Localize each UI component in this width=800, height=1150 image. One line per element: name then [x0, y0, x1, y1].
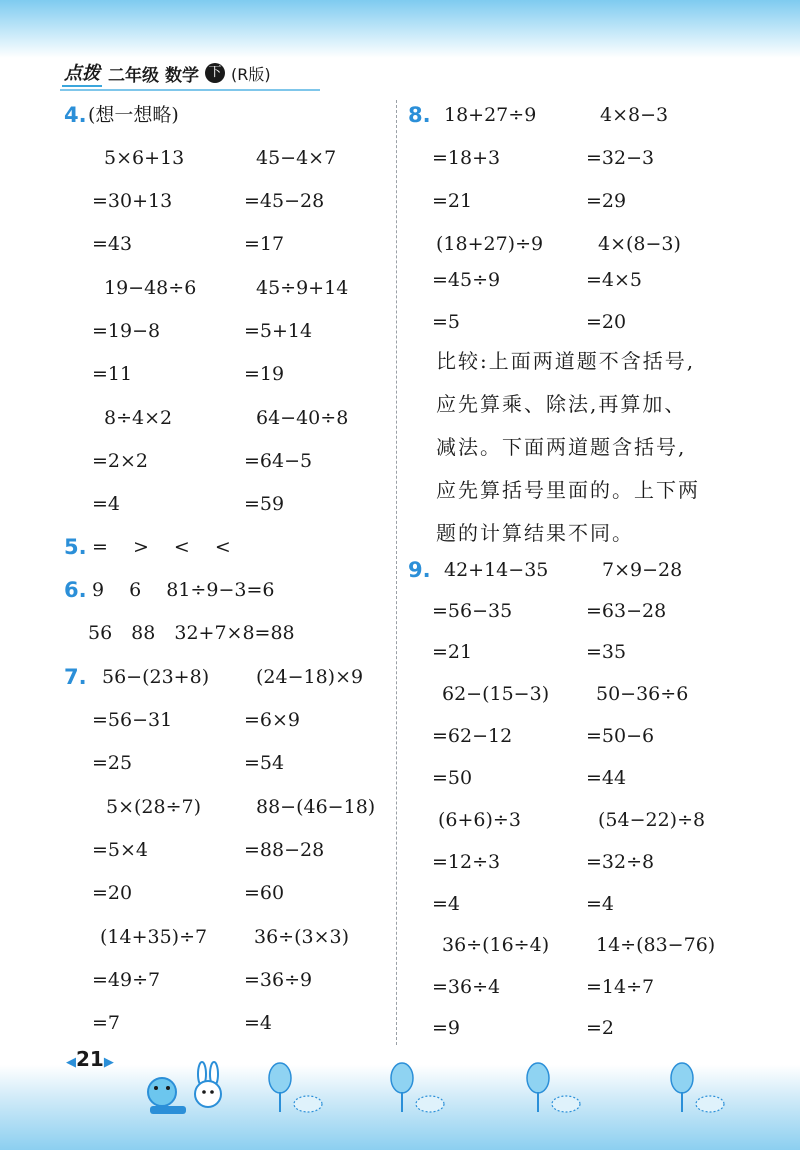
expr: 8÷4×2 [104, 407, 173, 429]
page-number-value: 21 [76, 1047, 104, 1071]
expr: 14÷(83−76) [596, 934, 716, 956]
expr: =49÷7 [92, 969, 161, 991]
expr: =54 [244, 752, 285, 774]
expr: 19−48÷6 [104, 277, 197, 299]
expr: 4×8−3 [600, 104, 669, 126]
question-number: 4. [64, 103, 87, 127]
expr: =6×9 [244, 709, 301, 731]
expr: =5 [432, 311, 461, 333]
tree-icon [262, 1060, 332, 1120]
expr: =4×5 [586, 269, 643, 291]
expr: (18+27)÷9 [436, 233, 544, 255]
expr: 62−(15−3) [442, 683, 550, 705]
tree-icon [520, 1060, 590, 1120]
expr: =45−28 [244, 190, 325, 212]
expr: =14÷7 [586, 976, 655, 998]
expr: =12÷3 [432, 851, 501, 873]
tree-icon [664, 1060, 734, 1120]
expr: =20 [586, 311, 627, 333]
expr: 5×6+13 [104, 147, 185, 169]
expr: =35 [586, 641, 627, 663]
expr: (14+35)÷7 [100, 926, 208, 948]
top-decor-band [0, 0, 800, 58]
expr: =4 [92, 493, 121, 515]
tree-icon [384, 1060, 454, 1120]
answer-text: 9 6 81÷9−3=6 [92, 579, 275, 601]
brand-logo: 点拨 [62, 59, 102, 87]
expr: =56−35 [432, 600, 513, 622]
question-number: 5. [64, 535, 87, 559]
expr: 5×(28÷7) [106, 796, 202, 818]
left-arrow-icon: ◀ [66, 1055, 76, 1070]
edition-label: (R版) [231, 64, 271, 84]
expr: 45÷9+14 [256, 277, 349, 299]
comparison-line: 题的计算结果不同。 [436, 521, 634, 545]
expr: 56−(23+8) [102, 666, 210, 688]
expr: 18+27÷9 [444, 104, 537, 126]
bunny-cart-illustration-icon [140, 1060, 240, 1120]
expr: =7 [92, 1012, 121, 1034]
question-number: 9. [408, 558, 431, 582]
expr: =20 [92, 882, 133, 904]
expr: =21 [432, 641, 473, 663]
expr: (54−22)÷8 [598, 809, 706, 831]
answer-text: 56 88 32+7×8=88 [88, 622, 295, 644]
comparison-line: 应先算括号里面的。上下两 [436, 478, 700, 502]
header-rule [60, 89, 320, 91]
expr: =2 [586, 1017, 615, 1039]
expr: =44 [586, 767, 627, 789]
expr: 50−36÷6 [596, 683, 689, 705]
comparison-line: 应先算乘、除法,再算加、 [436, 392, 687, 416]
expr: =63−28 [586, 600, 667, 622]
expr: 42+14−35 [444, 559, 549, 581]
expr: (24−18)×9 [256, 666, 364, 688]
question-number: 6. [64, 578, 87, 602]
expr: =88−28 [244, 839, 325, 861]
right-arrow-icon: ▶ [103, 1055, 114, 1070]
expr: =19 [244, 363, 285, 385]
expr: =5+14 [244, 320, 313, 342]
expr: 7×9−28 [602, 559, 683, 581]
column-divider [396, 100, 397, 1045]
expr: =43 [92, 233, 133, 255]
comparison-line: 减法。下面两道题含括号, [436, 435, 687, 459]
expr: =30+13 [92, 190, 173, 212]
expr: =62−12 [432, 725, 513, 747]
expr: =45÷9 [432, 269, 501, 291]
expr: =25 [92, 752, 133, 774]
expr: =56−31 [92, 709, 173, 731]
expr: =36÷9 [244, 969, 313, 991]
expr: =17 [244, 233, 285, 255]
expr: =19−8 [92, 320, 161, 342]
comparison-line: 比较:上面两道题不含括号, [436, 349, 696, 373]
expr: =64−5 [244, 450, 313, 472]
expr: =32÷8 [586, 851, 655, 873]
expr: =4 [432, 893, 461, 915]
expr: 4×(8−3) [598, 233, 681, 255]
expr: =11 [92, 363, 133, 385]
expr: =60 [244, 882, 285, 904]
expr: =50 [432, 767, 473, 789]
page-number [66, 1047, 114, 1071]
expr: =9 [432, 1017, 461, 1039]
expr: =5×4 [92, 839, 149, 861]
expr: =4 [586, 893, 615, 915]
question-note: (想一想略) [88, 104, 179, 126]
expr: 36÷(3×3) [254, 926, 350, 948]
question-number: 7. [64, 665, 87, 689]
expr: =50−6 [586, 725, 655, 747]
grade-label: 二年级 [108, 65, 159, 86]
volume-badge: 下 [205, 63, 225, 83]
expr: 88−(46−18) [256, 796, 376, 818]
answer-text: = > < < [92, 536, 231, 558]
expr: =2×2 [92, 450, 149, 472]
expr: (6+6)÷3 [438, 809, 521, 831]
expr: 45−4×7 [256, 147, 337, 169]
subject-label: 数学 [165, 65, 199, 86]
expr: =29 [586, 190, 627, 212]
expr: =59 [244, 493, 285, 515]
expr: =32−3 [586, 147, 655, 169]
expr: =21 [432, 190, 473, 212]
expr: =18+3 [432, 147, 501, 169]
expr: 64−40÷8 [256, 407, 349, 429]
page-header [62, 58, 271, 88]
expr: =4 [244, 1012, 273, 1034]
expr: =36÷4 [432, 976, 501, 998]
expr: 36÷(16÷4) [442, 934, 550, 956]
question-number: 8. [408, 103, 431, 127]
